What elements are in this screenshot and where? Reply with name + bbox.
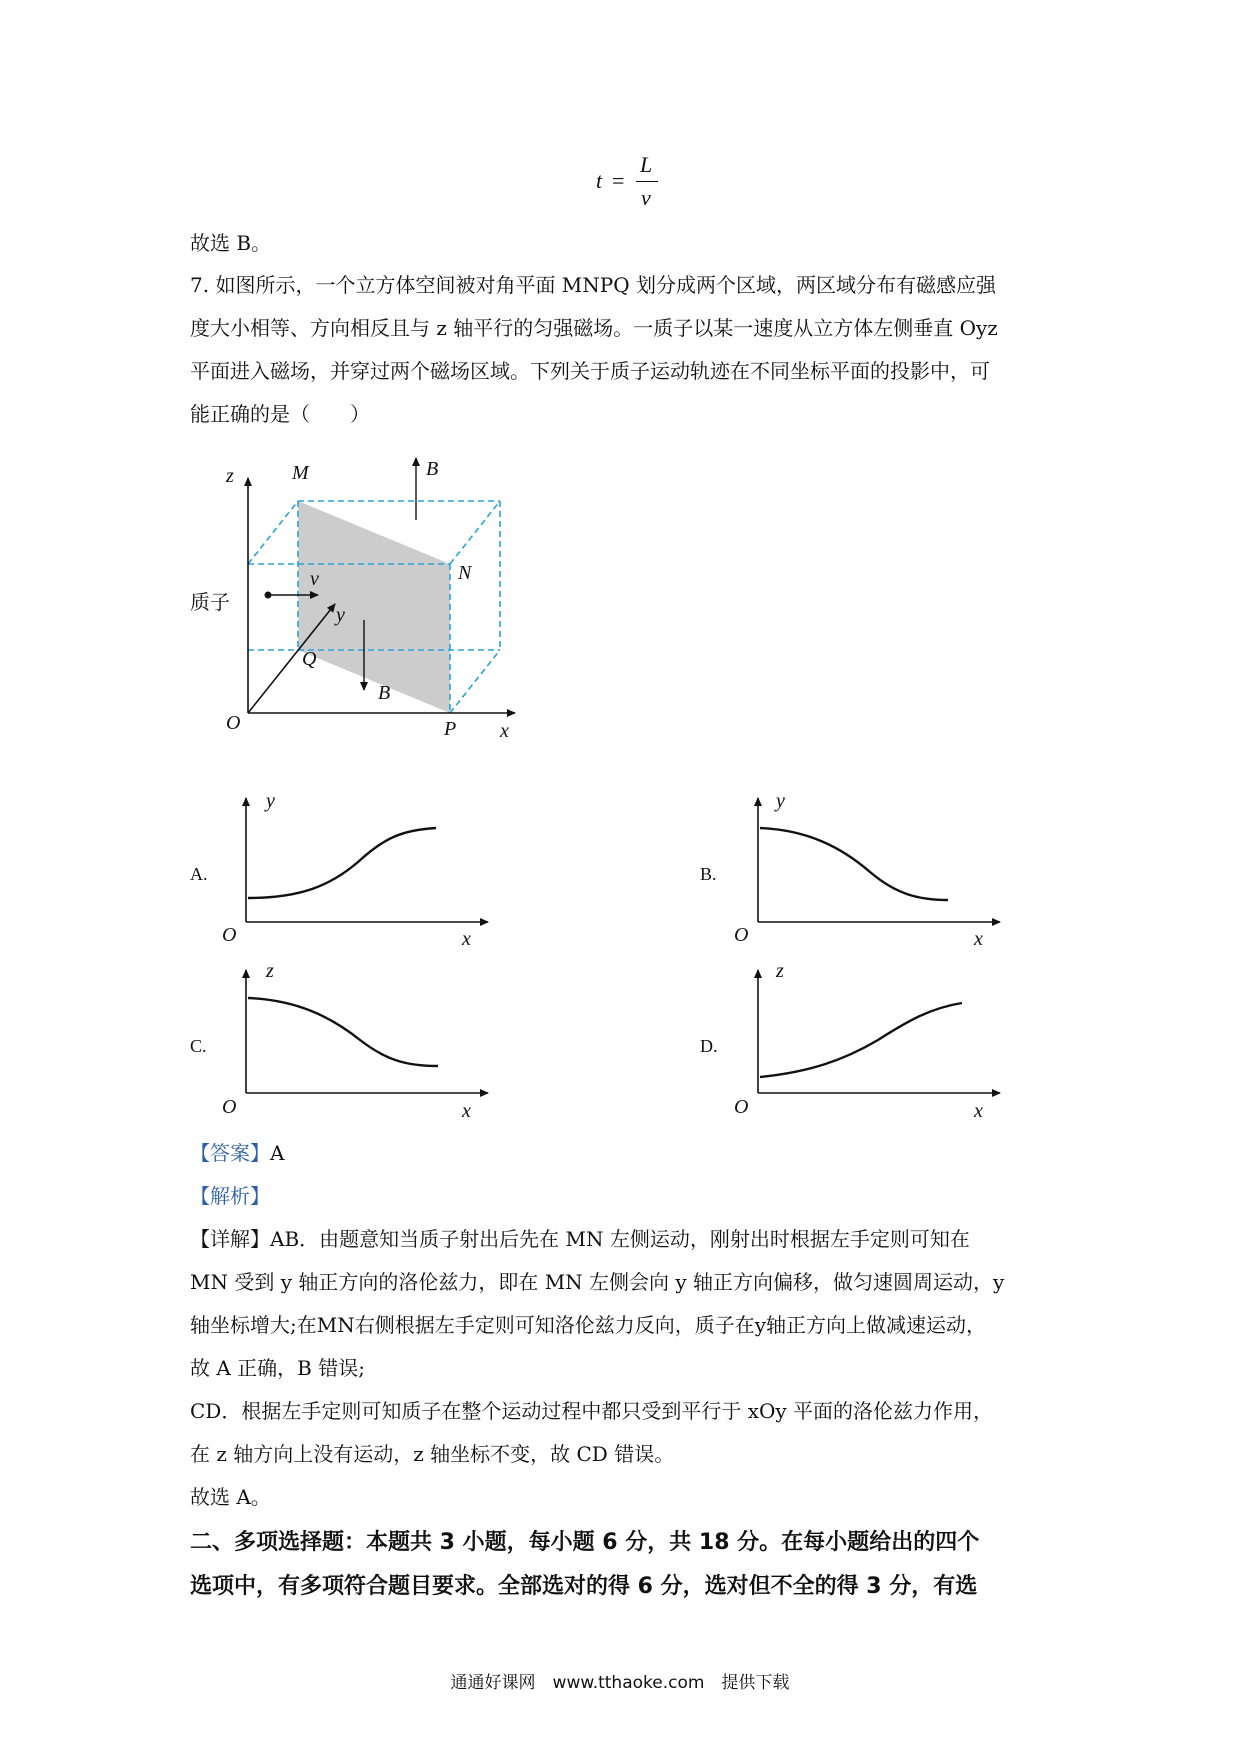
question-line-3: 平面进入磁场，并穿过两个磁场区域。下列关于质子运动轨迹在不同坐标平面的投影中，可 — [190, 359, 990, 383]
explanation-line-6: 在 z 轴方向上没有运动，z 轴坐标不变，故 CD 错误。 — [190, 1442, 675, 1466]
option-d-letter: D. — [700, 1036, 718, 1056]
option-c-curve — [248, 998, 438, 1066]
label-B-bottom: B — [378, 682, 391, 704]
label-x: x — [500, 720, 509, 742]
label-N: N — [458, 562, 472, 584]
section2-line-2: 选项中，有多项符合题目要求。全部选对的得 6 分，选对但不全的得 3 分，有选 — [190, 1574, 978, 1599]
formula-numerator: L — [640, 152, 653, 177]
label-Q: Q — [302, 648, 317, 670]
option-b-curve — [760, 828, 948, 900]
page-footer: 通通好课网 www.tthaoke.com 提供下载 — [450, 1673, 790, 1693]
option-a-letter: A. — [190, 864, 208, 884]
option-a-origin: O — [222, 924, 237, 946]
option-b-xaxis-label: x — [974, 928, 983, 950]
explanation-line-3: 轴坐标增大;在MN右侧根据左手定则可知洛伦兹力反向，质子在y轴正方向上做减速运动， — [190, 1313, 987, 1337]
option-c-letter: C. — [190, 1036, 207, 1056]
option-b-origin: O — [734, 924, 749, 946]
answer-value: A — [270, 1141, 285, 1165]
answer-label: 【答案】 — [190, 1141, 270, 1165]
option-d-curve — [760, 1003, 962, 1077]
formula-lhs: t — [596, 168, 603, 193]
formula-equals: = — [612, 168, 625, 193]
option-b-graph — [758, 798, 1000, 922]
explanation-line-1 — [190, 1226, 970, 1252]
option-c-xaxis-label: x — [462, 1100, 471, 1122]
label-P: P — [444, 718, 457, 740]
question-line-4: 能正确的是（ ） — [190, 402, 370, 426]
option-c-origin: O — [222, 1096, 237, 1118]
question-line-1: 7. 如图所示，一个立方体空间被对角平面 MNPQ 划分成两个区域，两区域分布有磁感应强 — [190, 273, 996, 297]
option-c-yaxis-label: z — [266, 960, 274, 982]
formula-denominator: v — [641, 185, 651, 210]
option-a-yaxis-label: y — [266, 790, 275, 812]
explanation-line-2: MN 受到 y 轴正方向的洛伦兹力，即在 MN 左侧会向 y 轴正方向偏移，做匀速圆周运动，y — [190, 1270, 1005, 1294]
question-line-2: 度大小相等、方向相反且与 z 轴平行的匀强磁场。一质子以某一速度从立方体左侧垂直 Oyz — [190, 316, 998, 340]
option-d-yaxis-label: z — [776, 960, 784, 982]
option-b-letter: B. — [700, 864, 717, 884]
explanation-line-4: 故 A 正确，B 错误; — [190, 1356, 365, 1380]
label-B-top: B — [426, 458, 439, 480]
answer-line — [190, 1140, 284, 1166]
option-c-graph — [246, 970, 488, 1093]
label-z: z — [226, 465, 234, 487]
detail-label: 【详解】 — [190, 1227, 270, 1251]
explanation-line-5: CD．根据左手定则可知质子在整个运动过程中都只受到平行于 xOy 平面的洛伦兹力作用， — [190, 1399, 994, 1423]
option-b-yaxis-label: y — [776, 790, 785, 812]
label-v: v — [310, 568, 319, 590]
option-a-curve — [248, 828, 436, 898]
explanation-line-7: 故选 A。 — [190, 1485, 271, 1509]
option-d-xaxis-label: x — [974, 1100, 983, 1122]
previous-conclusion: 故选 B。 — [190, 231, 272, 255]
label-M: M — [292, 462, 309, 484]
option-a-xaxis-label: x — [462, 928, 471, 950]
label-y: y — [336, 604, 345, 626]
analysis-label: 【解析】 — [190, 1184, 270, 1208]
option-d-origin: O — [734, 1096, 749, 1118]
explanation-text-1: AB．由题意知当质子射出后先在 MN 左侧运动，刚射出时根据左手定则可知在 — [270, 1227, 970, 1251]
option-d-graph — [758, 970, 1000, 1093]
label-proton: 质子 — [190, 590, 230, 614]
option-a-graph — [246, 798, 488, 922]
section2-line-1: 二、多项选择题：本题共 3 小题，每小题 6 分，共 18 分。在每小题给出的四个 — [190, 1530, 980, 1555]
label-O: O — [226, 712, 241, 734]
